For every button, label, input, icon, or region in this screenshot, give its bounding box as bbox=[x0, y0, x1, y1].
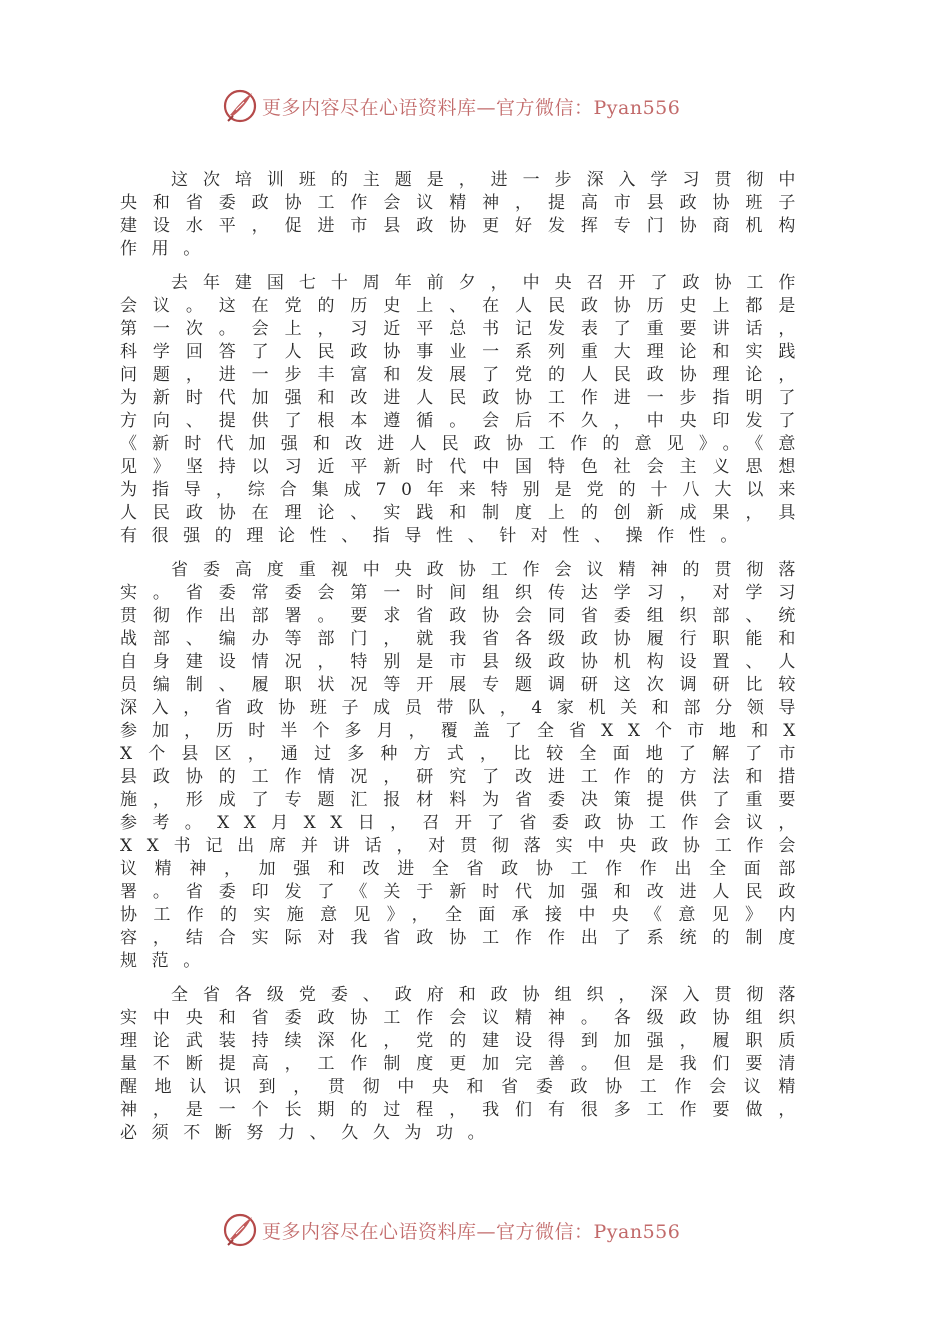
quill-pen-logo-icon bbox=[222, 1212, 258, 1248]
document-body bbox=[120, 169, 810, 1156]
paragraph-1: 这次培训班的主题是，进一步深入学习贯彻中央和省委政协工作会议精神，提高市县政协班子建设水平，促进市县政协更好发挥专门协商机构作用。 bbox=[120, 170, 810, 259]
header-banner bbox=[222, 86, 742, 126]
paragraph-2: 去年建国七十周年前夕，中央召开了政协工作会议。这在党的历史上、在人民政协历史上都是第一次。会上，习近平总书记发表了重要讲话，科学回答了人民政协事业一系列重大理论和实践问题，进一步丰富和发展了党的人民政协理论，为新时代加强和改进人民政协工作进一步指明了方向、提供了根本遵循。会后不久，中央印发了《新时代加强和改进人民政协工作的意见》。《意见》坚持以习近平新时代中国特色社会主义思想为指导，综合集成70年来特别是党的十八大以来人民政协在理论、实践和制度上的创新成果，具有很强的理论性、指导性、针对性、操作性。 bbox=[120, 273, 810, 546]
paragraph-3: 省委高度重视中央政协工作会议精神的贯彻落实。省委常委会第一时间组织传达学习，对学习贯彻作出部署。要求省政协会同省委组织部、统战部、编办等部门，就我省各级政协履行职能和自身建设情况，特别是市县级政协机构设置、人员编制、履职状况等开展专题调研这次调研比较深入，省政协班子成员带队，4家机关和部分领导参加，历时半个多月，覆盖了全省XX个市地和XX个县区，通过多种方式，比较全面地了解了市县政协的工作情况，研究了改进工作的方法和措施，形成了专题汇报材料为省委决策提供了重要参考。XX月XX日，召开了省委政协工作会议，XX书记出席并讲话，对贯彻落实中央政协工作会议精神，加强和改进全省政协工作作出全面部署。省委印发了《关于新时代加强和改进人民政协工作的实施意见》，全面承接中央《意见》内容，结合实际对我省政协工作作出了系统的制度规范。 bbox=[120, 560, 810, 971]
paragraph-4: 全省各级党委、政府和政协组织，深入贯彻落实中央和省委政协工作会议精神。各级政协组织理论武装持续深化，党的建设得到加强，履职质量不断提高，工作制度更加完善。但是我们要清醒地认识到，贯彻中央和省委政协工作会议精神，是一个长期的过程，我们有很多工作要做，必须不断努力、久久为功。 bbox=[120, 985, 810, 1143]
footer-banner bbox=[222, 1210, 742, 1250]
header-banner-text: 更多内容尽在心语资料库—官方微信：Pyan556 bbox=[262, 96, 681, 119]
quill-pen-logo-icon bbox=[222, 88, 258, 124]
footer-banner-text: 更多内容尽在心语资料库—官方微信：Pyan556 bbox=[262, 1220, 681, 1243]
